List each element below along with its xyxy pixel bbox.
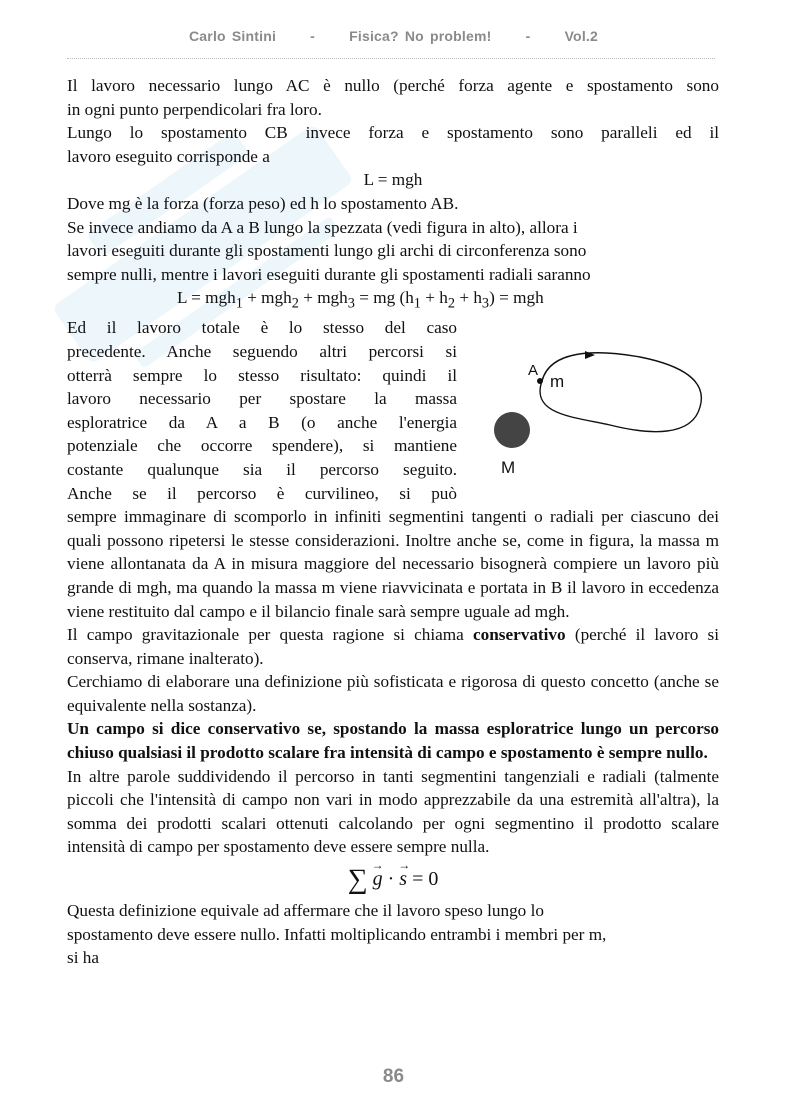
formula-polyline-work	[67, 286, 719, 316]
header-volume: Vol.2	[564, 28, 598, 44]
term-conservative: conservativo	[473, 625, 566, 645]
formula-part: + mgh	[242, 288, 292, 308]
label-A: A	[528, 362, 539, 379]
text-line: precedente. Anche seguendo altri percorsi si	[67, 341, 457, 361]
text-line: lavoro necessario per spostare la massa	[67, 389, 457, 409]
formula-part: ) = mgh	[489, 288, 544, 308]
text-line: Questa definizione equivale ad affermare che il lavoro speso lungo lo	[67, 901, 544, 921]
formula-work: L = mgh	[363, 170, 423, 190]
page-number: 86	[382, 1066, 405, 1087]
formula-subscript: 3	[347, 295, 355, 312]
label-M: M	[501, 458, 516, 477]
text-line: Ed il lavoro totale è lo stesso del caso	[67, 318, 457, 338]
formula-part: + h	[420, 288, 448, 308]
closed-path-curve	[540, 353, 701, 432]
text-line: otterrà sempre lo stesso risultato: quindi il	[67, 365, 457, 385]
formula-scalar-sum	[67, 859, 719, 899]
formula-subscript: 1	[413, 295, 421, 312]
definition-conservative-field: Un campo si dice conservativo se, spostando la massa esploratrice lungo un percorso chiuso qualsiasi il prodotto scalare fra intensità di campo e spostamento è sempre nullo.	[67, 719, 719, 763]
paragraph: In altre parole suddividendo il percorso in tanti segmentini tangenziali e radiali (talmente piccoli che l'intensità di campo non vari in modo apprezzabile da una estremità all'altra), la somma dei prodotti scalari ottenuti calcolando per ogni segmentino il prodotto scalare intensità di campo per spostamento deve essere sempre nulla.	[67, 766, 719, 857]
formula-subscript: 3	[481, 295, 490, 312]
formula-part: L = mgh	[177, 288, 236, 308]
header-author: Carlo Sintini	[189, 28, 277, 44]
text-line: Anche se il percorso è curvilineo, si può	[67, 483, 457, 503]
equals-zero: = 0	[412, 868, 439, 891]
formula-part: = mg (h	[354, 288, 414, 308]
sigma-symbol: ∑	[347, 864, 368, 896]
paragraph-conservative	[67, 623, 719, 670]
vector-g: → g	[373, 859, 383, 899]
formula-subscript: 2	[291, 295, 299, 312]
text-run: (perché il lavoro si conserva, rimane inalterato).	[67, 625, 719, 668]
closed-path-figure	[490, 345, 715, 480]
text-line: sempre nulli, mentre i lavori eseguiti durante gli spostamenti radiali saranno	[67, 264, 591, 284]
formula-part: + h	[455, 288, 482, 308]
text-line: lavori eseguiti durante gli spostamenti lungo gli archi di circonferenza sono	[67, 241, 587, 261]
text-line: Dove mg è la forza (forza peso) ed h lo spostamento AB.	[67, 193, 459, 213]
paragraph: Cerchiamo di elaborare una definizione più sofisticata e rigorosa di questo concetto (anche se equivalente nella sostanza).	[67, 672, 719, 715]
text-line: spostamento deve essere nullo. Infatti moltiplicando entrambi i membri per m,	[67, 924, 607, 944]
text-line: si ha	[67, 948, 99, 968]
text-line: Lungo lo spostamento CB invece forza e spostamento sono paralleli ed il	[67, 123, 719, 143]
text-line: Il lavoro necessario lungo AC è nullo (perché forza agente e spostamento sono	[67, 76, 719, 95]
text-line: potenziale che occorre spendere), si mantiene	[67, 436, 457, 456]
header-separator: -	[525, 28, 531, 44]
text-line: esploratrice da A a B (o anche l'energia	[67, 412, 457, 432]
mass-M-sphere	[494, 412, 530, 448]
formula-subscript: 1	[235, 295, 243, 312]
text-beside-figure	[67, 316, 457, 505]
dot-operator: ·	[387, 868, 395, 891]
formula-part: + mgh	[298, 288, 348, 308]
vector-s: → s	[399, 859, 407, 899]
running-header	[0, 28, 787, 44]
header-divider	[67, 58, 715, 59]
text-line: costante qualunque sia il percorso seguito.	[67, 459, 457, 479]
text-run: Il campo gravitazionale per questa ragione si chiama	[67, 625, 473, 645]
header-separator: -	[310, 28, 316, 44]
text-line: lavoro eseguito corrisponde a	[67, 146, 270, 166]
page-body	[67, 74, 719, 970]
formula-subscript: 2	[447, 295, 456, 312]
text-line: in ogni punto perpendicolari fra loro.	[67, 99, 322, 119]
text-line: Se invece andiamo da A a B lungo la spezzata (vedi figura in alto), allora i	[67, 217, 578, 237]
label-m: m	[550, 372, 565, 391]
paragraph: sempre immaginare di scomporlo in infiniti segmentini tangenti o radiali per ciascuno dei quali possono ripetersi le stesse considerazioni. Inoltre anche se, come in figura, la massa m viene allontanata da A in misura maggiore del necessario bisognerà compiere un lavoro più grande di mgh, ma quando la massa m viene riavvicinata e portata in B il lavoro in eccedenza viene restituito dal campo e il bilancio finale sarà sempre uguale ad mgh.	[67, 507, 719, 621]
header-book-title: Fisica? No problem!	[349, 28, 492, 44]
